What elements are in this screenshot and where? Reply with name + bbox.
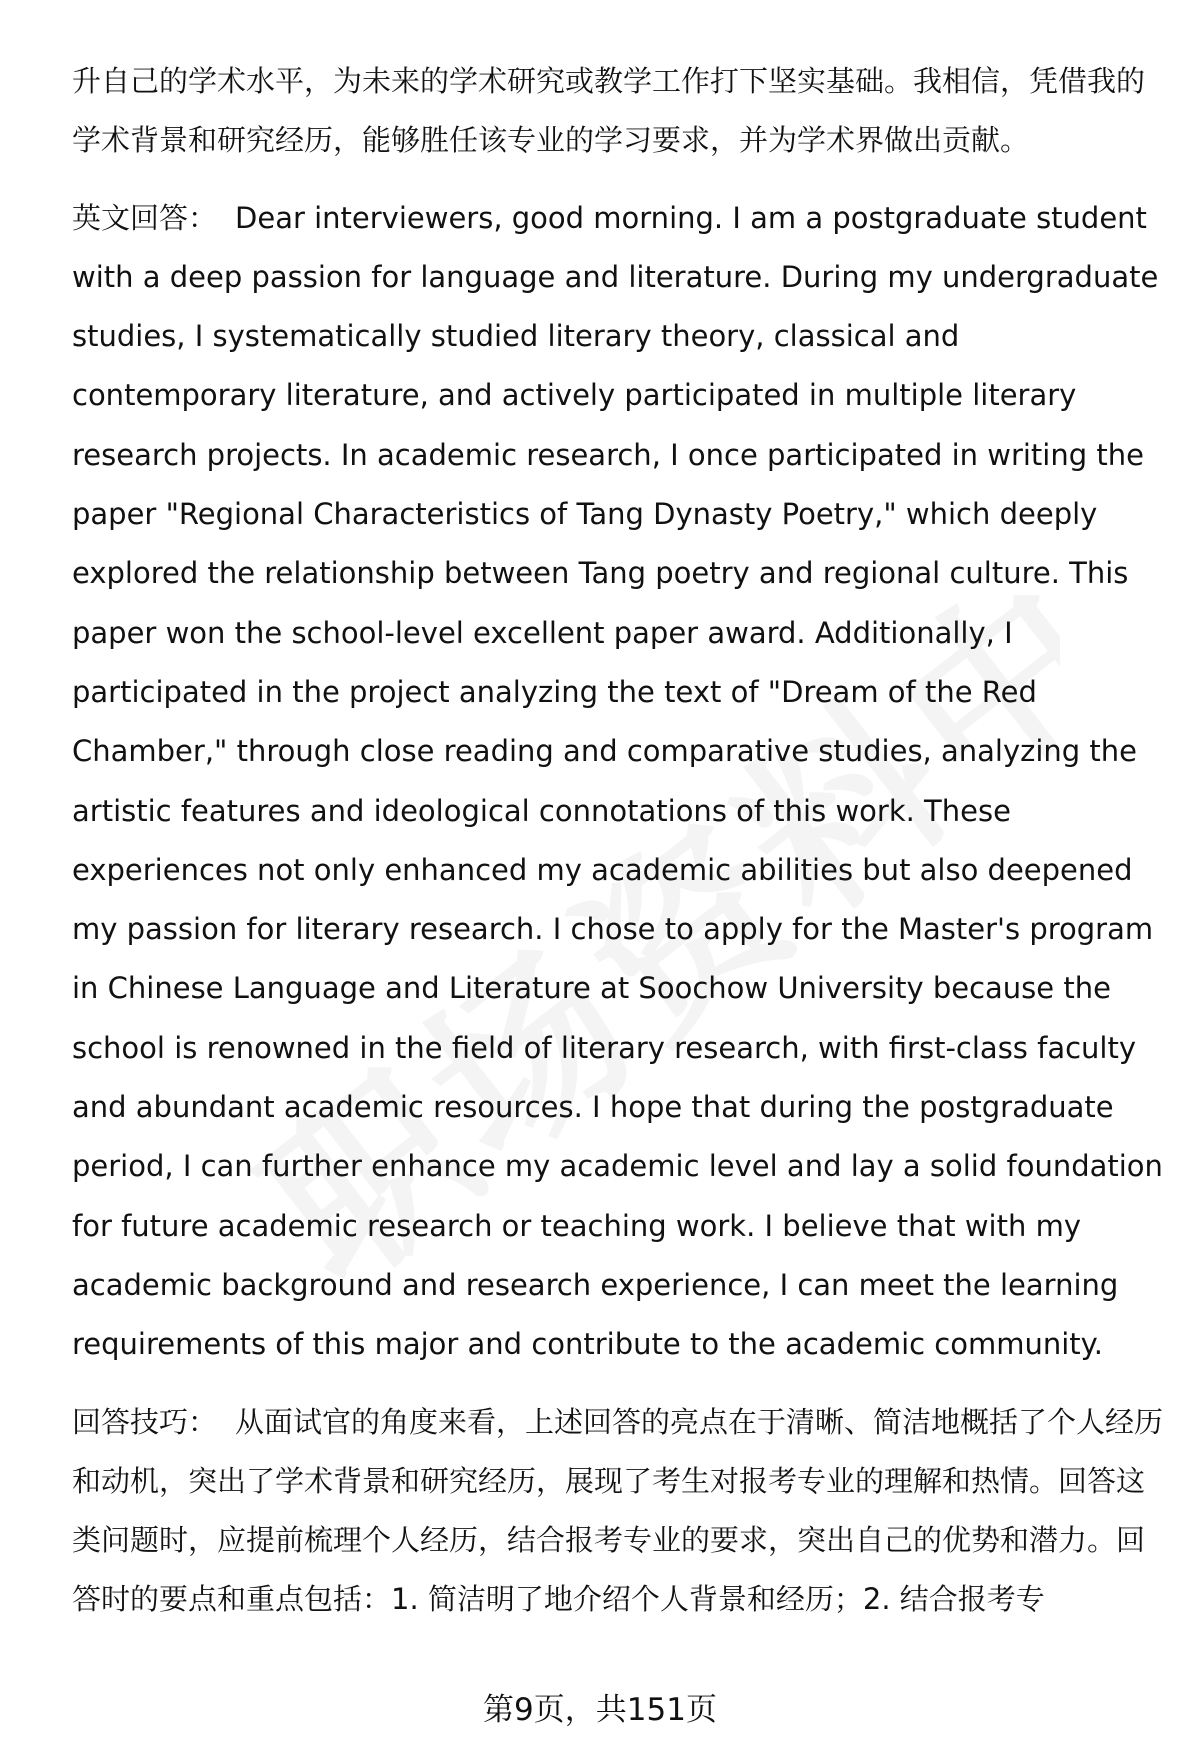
english-answer-label: 英文回答： <box>72 200 218 235</box>
intro-continuation-paragraph: 升自己的学术水平，为未来的学术研究或教学工作打下坚实基础。我相信，凭借我的学术背景和研究经历，能够胜任该专业的学习要求，并为学术界做出贡献。 <box>72 64 1146 158</box>
document-body <box>72 52 1164 1630</box>
answer-tips-text: 从面试官的角度来看，上述回答的亮点在于清晰、简洁地概括了个人经历和动机，突出了学术背景和研究经历，展现了考生对报考专业的理解和热情。回答这类问题时，应提前梳理个人经历，结合报考专业的要求，突出自己的优势和潜力。回答时的要点和重点包括：1. 简洁明了地介绍个人背景和经历；2. 结合报考专 <box>72 1404 1164 1617</box>
answer-tips-paragraph <box>72 1393 1164 1630</box>
english-answer-paragraph <box>72 189 1164 1375</box>
page-number: 第9页，共151页 <box>483 1692 717 1728</box>
english-answer-text: Dear interviewers, good morning. I am a postgraduate student with a deep passion for language and literature. During my undergraduate studies, I systematically studied literary theory, classical and contemporary literature, and actively participated in multiple literary research projects. In academic research, I once participated in writing the paper "Regional Characteristics of Tang Dynasty Poetry," which deeply explored the relationship between Tang poetry and regional culture. This paper won the school-level excellent paper award. Additionally, I participated in the project analyzing the text of "Dream of the Red Chamber," through close reading and comparative studies, analyzing the artistic features and ideological connotations of this work. These experiences not only enhanced my academic abilities but also deepened my passion for literary research. I chose to apply for the Master's program in Chinese Language and Literature at Soochow University because the school is renowned in the field of literary research, with first-class faculty and abundant academic resources. I hope that during the postgraduate period, I can further enhance my academic level and lay a solid foundation for future academic research or teaching work. I believe that with my academic background and research experience, I can meet the learning requirements of this major and contribute to the academic community. <box>72 200 1163 1362</box>
answer-tips-label: 回答技巧： <box>72 1404 218 1439</box>
